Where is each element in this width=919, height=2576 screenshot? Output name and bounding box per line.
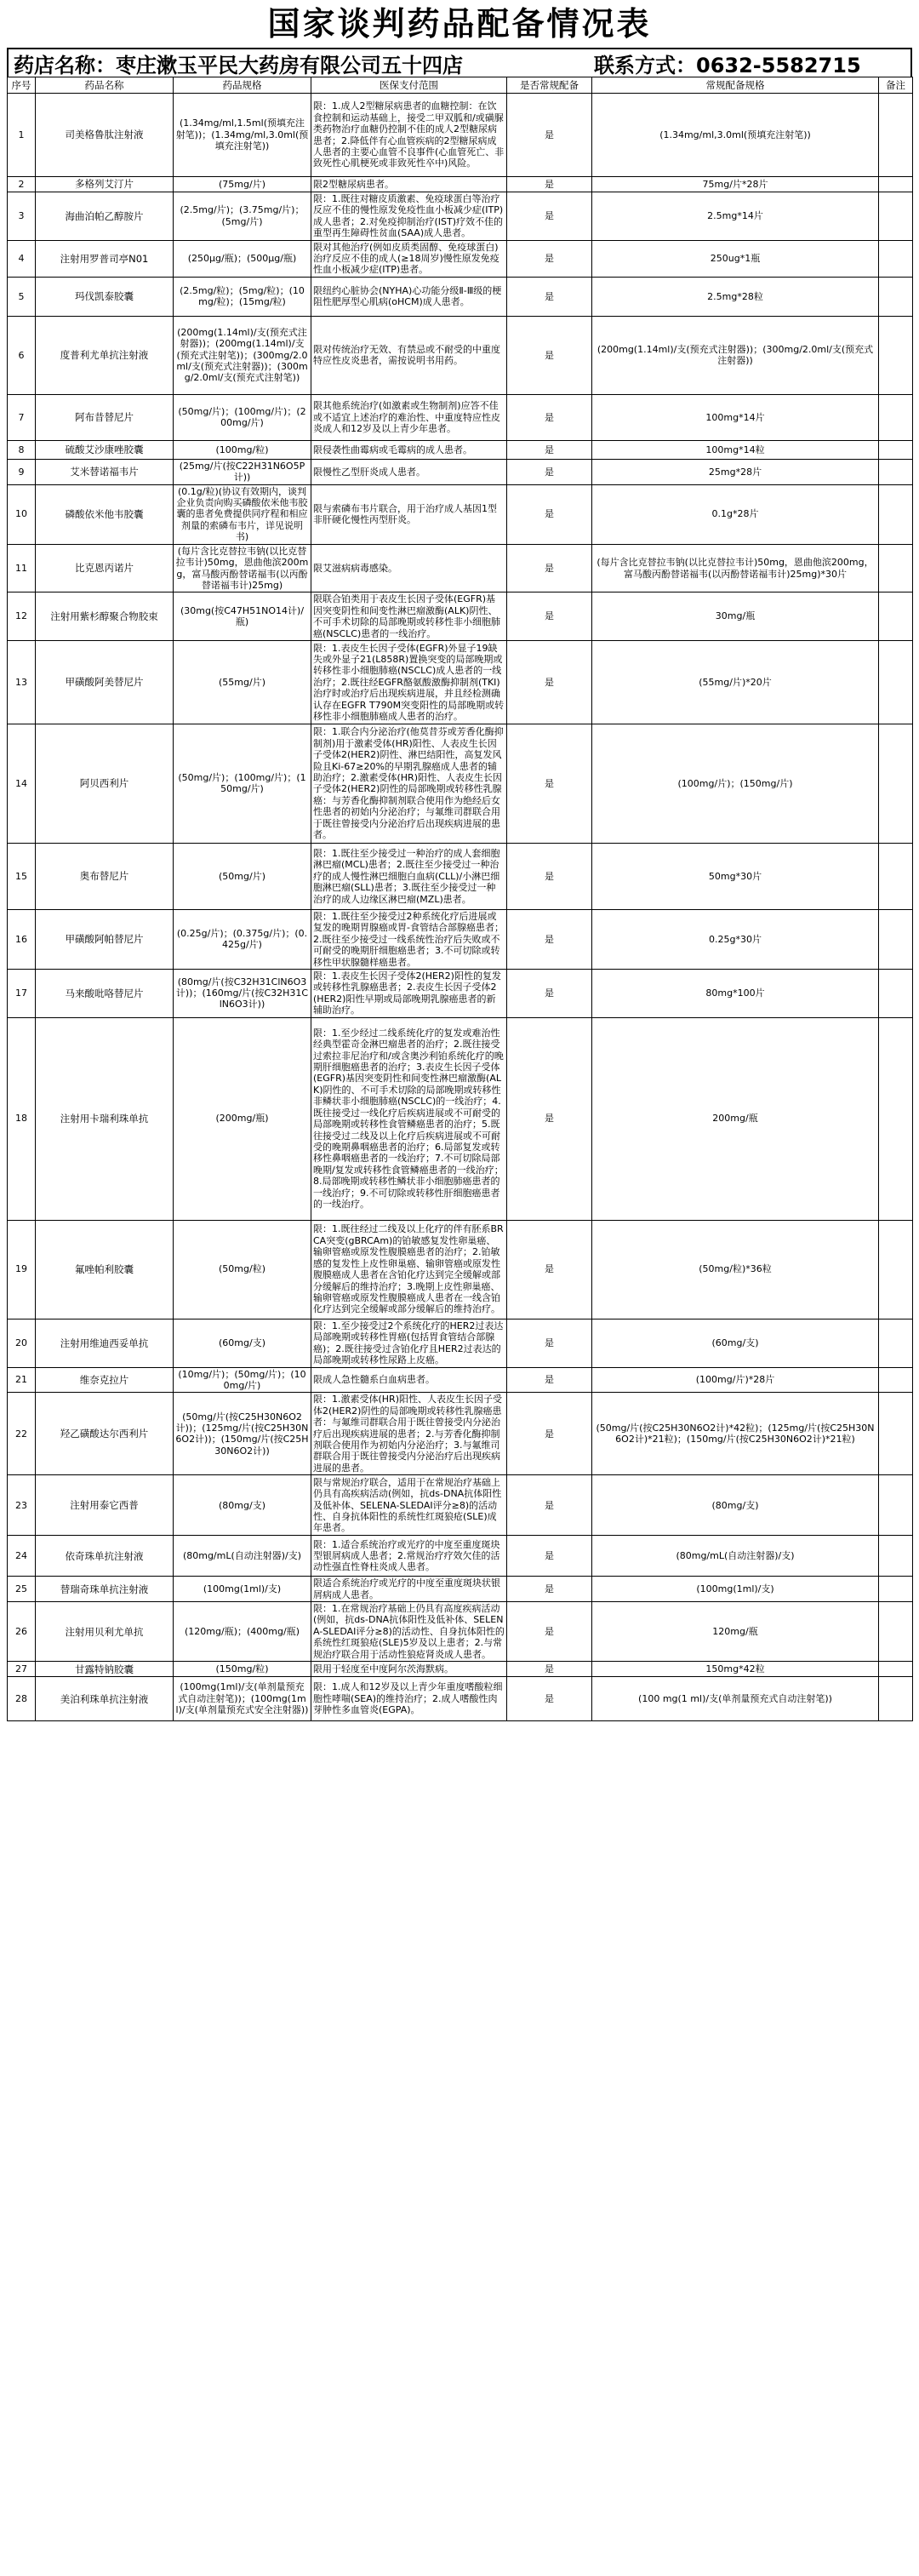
- cell-note: [879, 1662, 913, 1677]
- cell-equipped: 是: [507, 177, 592, 192]
- cell-note: [879, 240, 913, 277]
- cell-note: [879, 1393, 913, 1475]
- cell-equip-spec: 30mg/瓶: [592, 592, 879, 641]
- table-row: [8, 316, 913, 394]
- cell-drug-name: 磷酸依米他韦胶囊: [36, 484, 174, 544]
- cell-drug-spec: (100mg(1ml)/支(单剂量预充式自动注射笔))；(100mg(1ml)/支(单剂量预充式安全注射器)): [174, 1677, 311, 1721]
- cell-note: [879, 394, 913, 440]
- cell-no: 8: [8, 440, 36, 459]
- cell-equipped: 是: [507, 1220, 592, 1319]
- header-equip-spec: 常规配备规格: [592, 77, 879, 94]
- cell-insurance-scope: 限侵袭性曲霉病或毛霉病的成人患者。: [311, 440, 507, 459]
- header-insurance-scope: 医保支付范围: [311, 77, 507, 94]
- cell-no: 16: [8, 909, 36, 969]
- cell-note: [879, 1220, 913, 1319]
- cell-drug-name: 依奇珠单抗注射液: [36, 1536, 174, 1577]
- table-row: [8, 484, 913, 544]
- cell-note: [879, 544, 913, 592]
- cell-drug-name: 马来酸吡咯替尼片: [36, 969, 174, 1017]
- cell-drug-spec: (30mg(按C47H51NO14计)/瓶): [174, 592, 311, 641]
- cell-note: [879, 459, 913, 484]
- cell-drug-spec: (1.34mg/ml,1.5ml(预填充注射笔))；(1.34mg/ml,3.0ml(预填充注射笔)): [174, 94, 311, 177]
- cell-insurance-scope: 限成人急性髓系白血病患者。: [311, 1367, 507, 1393]
- table-row: [8, 969, 913, 1017]
- cell-note: [879, 1602, 913, 1662]
- cell-equip-spec: 0.25g*30片: [592, 909, 879, 969]
- table-row: [8, 843, 913, 909]
- cell-equipped: 是: [507, 909, 592, 969]
- cell-drug-spec: (250μg/瓶)；(500μg/瓶): [174, 240, 311, 277]
- cell-insurance-scope: 限与常规治疗联合，适用于在常规治疗基础上仍具有高疾病活动(例如，抗ds-DNA抗体阳性及低补体、SELENA-SLEDAI评分≥8)的活动性、自身抗体阳性的系统性红斑狼疮(SLE)成年患者。: [311, 1475, 507, 1536]
- cell-insurance-scope: 限：1.既往至少接受过一种治疗的成人套细胞淋巴瘤(MCL)患者；2.既往至少接受过一种治疗的成人慢性淋巴细胞白血病(CLL)/小淋巴细胞淋巴瘤(SLL)患者；3.既往至少接受过一种治疗的成人边缘区淋巴瘤(MZL)患者。: [311, 843, 507, 909]
- cell-note: [879, 192, 913, 241]
- cell-drug-spec: (2.5mg/粒)；(5mg/粒)；(10mg/粒)；(15mg/粒): [174, 277, 311, 316]
- header-note: 备注: [879, 77, 913, 94]
- cell-equip-spec: (55mg/片)*20片: [592, 640, 879, 724]
- cell-note: [879, 316, 913, 394]
- store-label: 药店名称：: [14, 53, 116, 77]
- cell-equipped: 是: [507, 1602, 592, 1662]
- cell-equipped: 是: [507, 843, 592, 909]
- cell-no: 28: [8, 1677, 36, 1721]
- cell-equipped: 是: [507, 240, 592, 277]
- cell-insurance-scope: 限：1.至少经过二线系统化疗的复发或难治性经典型霍奇金淋巴瘤患者的治疗；2.既往接受过索拉非尼治疗和/或含奥沙利铂系统化疗的晚期肝细胞癌患者的治疗；3.表皮生长因子受体(EGFR)基因突变阴性和间变性淋巴瘤激酶(ALK)阴性的、不可手术切除的局部晚期或转移性非鳞状非小细胞肺癌(NSCLC)的一线治疗；4.既往接受过一线化疗后疾病进展或不可耐受的局部晚期或转移性食管鳞癌患者的治疗；5.既往接受过二线及以上化疗后疾病进展或不可耐受的晚期鼻咽癌患者的治疗；6.局部复发或转移性鼻咽癌患者的一线治疗；7.不可切除局部晚期/复发或转移性食管鳞癌患者的一线治疗；8.局部晚期或转移性鳞状非小细胞肺癌患者的一线治疗；9.不可切除或转移性肝细胞癌患者的一线治疗。: [311, 1017, 507, 1220]
- table-row: [8, 240, 913, 277]
- table-row: [8, 1536, 913, 1577]
- cell-insurance-scope: 限其他系统治疗(如激素或生物制剂)应答不佳或不适宜上述治疗的难治性、中重度特应性皮炎成人和12岁及以上青少年患者。: [311, 394, 507, 440]
- cell-equipped: 是: [507, 1475, 592, 1536]
- cell-equipped: 是: [507, 544, 592, 592]
- table-row: [8, 592, 913, 641]
- cell-insurance-scope: 限：1.联合内分泌治疗(他莫昔芬或芳香化酶抑制剂)用于激素受体(HR)阳性、人表皮生长因子受体2(HER2)阴性、淋巴结阳性，高复发风险且Ki-67≥20%的早期乳腺癌成人患者的辅助治疗；2.激素受体(HR)阳性、人表皮生长因子受体2(HER2)阴性的局部晚期或转移性乳腺癌：与芳香化酶抑制剂联合使用作为绝经后女性患者的初始内分泌治疗；与氟维司群联合用于既往曾接受内分泌治疗后出现疾病进展的患者。: [311, 724, 507, 843]
- cell-no: 11: [8, 544, 36, 592]
- cell-equip-spec: 50mg*30片: [592, 843, 879, 909]
- cell-no: 21: [8, 1367, 36, 1393]
- cell-note: [879, 1017, 913, 1220]
- cell-note: [879, 1475, 913, 1536]
- cell-insurance-scope: 限与索磷布韦片联合，用于治疗成人基因1型非肝硬化慢性丙型肝炎。: [311, 484, 507, 544]
- cell-drug-name: 美泊利珠单抗注射液: [36, 1677, 174, 1721]
- cell-drug-spec: (80mg/片(按C32H31ClN6O3计))；(160mg/片(按C32H31ClN6O3计)): [174, 969, 311, 1017]
- cell-drug-name: 注射用罗普司亭N01: [36, 240, 174, 277]
- cell-drug-spec: (0.25g/片)；(0.375g/片)；(0.425g/片): [174, 909, 311, 969]
- cell-equip-spec: 100mg*14粒: [592, 440, 879, 459]
- cell-insurance-scope: 限：1.表皮生长因子受体(EGFR)外显子19缺失或外显子21(L858R)置换突变的局部晚期或转移性非小细胞肺癌(NSCLC)成人患者的一线治疗；2.既往经EGFR酪氨酸激酶抑制剂(TKI)治疗时或治疗后出现疾病进展，并且经检测确认存在EGFR T790M突变阳性的局部晚期或转移性非小细胞肺癌成人患者的治疗。: [311, 640, 507, 724]
- table-row: [8, 440, 913, 459]
- cell-equipped: 是: [507, 969, 592, 1017]
- cell-drug-spec: (55mg/片): [174, 640, 311, 724]
- cell-equip-spec: (80mg/支): [592, 1475, 879, 1536]
- cell-drug-spec: (150mg/粒): [174, 1662, 311, 1677]
- cell-note: [879, 1577, 913, 1602]
- cell-equip-spec: (80mg/mL(自动注射器)/支): [592, 1536, 879, 1577]
- cell-equip-spec: (50mg/粒)*36粒: [592, 1220, 879, 1319]
- cell-equip-spec: 120mg/瓶: [592, 1602, 879, 1662]
- cell-equip-spec: 80mg*100片: [592, 969, 879, 1017]
- cell-insurance-scope: 限：1.至少接受过2个系统化疗的HER2过表达局部晚期或转移性胃癌(包括胃食管结合部腺癌)；2.既往接受过含铂化疗且HER2过表达的局部晚期或转移性尿路上皮癌。: [311, 1319, 507, 1367]
- store-info: [9, 49, 594, 78]
- cell-no: 26: [8, 1602, 36, 1662]
- table-row: [8, 1017, 913, 1220]
- cell-insurance-scope: 限：1.适合系统治疗或光疗的中度至重度斑块型银屑病成人患者；2.常规治疗疗效欠佳的活动性强直性脊柱炎成人患者。: [311, 1536, 507, 1577]
- table-row: [8, 1475, 913, 1536]
- cell-note: [879, 969, 913, 1017]
- cell-equip-spec: 100mg*14片: [592, 394, 879, 440]
- cell-note: [879, 1319, 913, 1367]
- cell-no: 25: [8, 1577, 36, 1602]
- cell-no: 5: [8, 277, 36, 316]
- cell-drug-name: 硫酸艾沙康唑胶囊: [36, 440, 174, 459]
- cell-equip-spec: (每片含比克替拉韦钠(以比克替拉韦计)50mg，恩曲他滨200mg，富马酸丙酚替诺福韦(以丙酚替诺福韦计)25mg)*30片: [592, 544, 879, 592]
- cell-insurance-scope: 限：1.激素受体(HR)阳性、人表皮生长因子受体2(HER2)阴性的局部晚期或转移性乳腺癌患者：与氟维司群联合用于既往曾接受内分泌治疗后出现疾病进展的患者；2.与芳香化酶抑制剂联合使用作为初始内分泌治疗；3.与氟维司群联合用于既往曾接受内分泌治疗后出现疾病进展的患者。: [311, 1393, 507, 1475]
- cell-drug-name: 奥布替尼片: [36, 843, 174, 909]
- table-row: [8, 909, 913, 969]
- cell-no: 3: [8, 192, 36, 241]
- cell-equipped: 是: [507, 1393, 592, 1475]
- cell-drug-name: 羟乙磺酸达尔西利片: [36, 1393, 174, 1475]
- cell-drug-spec: (120mg/瓶)；(400mg/瓶): [174, 1602, 311, 1662]
- cell-drug-name: 阿布昔替尼片: [36, 394, 174, 440]
- cell-insurance-scope: 限对其他治疗(例如皮质类固醇、免疫球蛋白)治疗反应不佳的成人(≥18周岁)慢性原发免疫性血小板减少症(ITP)患者。: [311, 240, 507, 277]
- cell-drug-spec: (200mg(1.14ml)/支(预充式注射器))；(200mg(1.14ml)/支(预充式注射笔))；(300mg/2.0ml/支(预充式注射器))；(300mg/2.0ml/支(预充式注射笔)): [174, 316, 311, 394]
- table-row: [8, 1662, 913, 1677]
- cell-note: [879, 843, 913, 909]
- cell-note: [879, 640, 913, 724]
- cell-note: [879, 440, 913, 459]
- cell-no: 12: [8, 592, 36, 641]
- header-drug-spec: 药品规格: [174, 77, 311, 94]
- table-row: [8, 277, 913, 316]
- cell-equipped: 是: [507, 724, 592, 843]
- table-row: [8, 724, 913, 843]
- cell-drug-spec: (80mg/mL(自动注射器)/支): [174, 1536, 311, 1577]
- cell-drug-spec: (50mg/片(按C25H30N6O2计))；(125mg/片(按C25H30N6O2计))；(150mg/片(按C25H30N6O2计)): [174, 1393, 311, 1475]
- cell-drug-spec: (100mg(1ml)/支): [174, 1577, 311, 1602]
- cell-drug-name: 甲磺酸阿美替尼片: [36, 640, 174, 724]
- cell-drug-spec: (100mg/粒): [174, 440, 311, 459]
- cell-note: [879, 909, 913, 969]
- cell-drug-name: 替瑞奇珠单抗注射液: [36, 1577, 174, 1602]
- cell-insurance-scope: 限适合系统治疗或光疗的中度至重度斑块状银屑病成人患者。: [311, 1577, 507, 1602]
- cell-no: 20: [8, 1319, 36, 1367]
- cell-drug-spec: (0.1g/粒)(协议有效期内，谈判企业负责向购买磷酸依米他韦胶囊的患者免费提供同疗程和相应剂量的索磷布韦片，详见说明书): [174, 484, 311, 544]
- cell-no: 13: [8, 640, 36, 724]
- cell-insurance-scope: 限用于轻度至中度阿尔茨海默病。: [311, 1662, 507, 1677]
- cell-insurance-scope: 限：1.在常规治疗基础上仍具有高度疾病活动(例如，抗ds-DNA抗体阳性及低补体、SELENA-SLEDAI评分≥8)的活动性、自身抗体阳性的系统性红斑狼疮(SLE)5岁及以上患者；2.与常规治疗联合用于活动性狼疮肾炎成人患者。: [311, 1602, 507, 1662]
- cell-equip-spec: 2.5mg*14片: [592, 192, 879, 241]
- table-row: [8, 177, 913, 192]
- cell-drug-name: 阿贝西利片: [36, 724, 174, 843]
- cell-note: [879, 277, 913, 316]
- cell-no: 1: [8, 94, 36, 177]
- cell-equipped: 是: [507, 1017, 592, 1220]
- page-title: 国家谈判药品配备情况表: [267, 5, 652, 43]
- cell-equipped: 是: [507, 484, 592, 544]
- cell-no: 2: [8, 177, 36, 192]
- cell-equipped: 是: [507, 1577, 592, 1602]
- cell-equip-spec: (100mg/片)；(150mg/片): [592, 724, 879, 843]
- table-row: [8, 1367, 913, 1393]
- cell-no: 27: [8, 1662, 36, 1677]
- cell-equip-spec: 150mg*42粒: [592, 1662, 879, 1677]
- cell-drug-name: 注射用泰它西普: [36, 1475, 174, 1536]
- store-name: 枣庄漱玉平民大药房有限公司五十四店: [116, 53, 463, 77]
- cell-drug-name: 注射用维迪西妥单抗: [36, 1319, 174, 1367]
- cell-insurance-scope: 限艾滋病病毒感染。: [311, 544, 507, 592]
- cell-equip-spec: 200mg/瓶: [592, 1017, 879, 1220]
- cell-drug-spec: (50mg/片)；(100mg/片)；(150mg/片): [174, 724, 311, 843]
- cell-equip-spec: (50mg/片(按C25H30N6O2计)*42粒)；(125mg/片(按C25H30N6O2计)*21粒)；(150mg/片(按C25H30N6O2计)*21粒): [592, 1393, 879, 1475]
- table-row: [8, 459, 913, 484]
- table-row: [8, 192, 913, 241]
- header-drug-name: 药品名称: [36, 77, 174, 94]
- cell-insurance-scope: 限对传统治疗无效、有禁忌或不耐受的中重度特应性皮炎患者，需按说明书用药。: [311, 316, 507, 394]
- cell-equip-spec: (1.34mg/ml,3.0ml(预填充注射笔)): [592, 94, 879, 177]
- cell-drug-name: 维奈克拉片: [36, 1367, 174, 1393]
- cell-equip-spec: 0.1g*28片: [592, 484, 879, 544]
- cell-drug-name: 多格列艾汀片: [36, 177, 174, 192]
- store-info-bar: [7, 48, 912, 77]
- cell-no: 14: [8, 724, 36, 843]
- contact-phone: 0632-5582715: [696, 53, 861, 77]
- cell-insurance-scope: 限：1.既往对糖皮质激素、免疫球蛋白等治疗反应不佳的慢性原发免疫性血小板减少症(ITP)成人患者；2.对免疫抑制治疗(IST)疗效不佳的重型再生障碍性贫血(SAA)成人患者。: [311, 192, 507, 241]
- cell-equip-spec: (60mg/支): [592, 1319, 879, 1367]
- cell-drug-spec: (75mg/片): [174, 177, 311, 192]
- cell-drug-spec: (80mg/支): [174, 1475, 311, 1536]
- cell-equip-spec: 25mg*28片: [592, 459, 879, 484]
- cell-no: 24: [8, 1536, 36, 1577]
- cell-no: 10: [8, 484, 36, 544]
- cell-equip-spec: 75mg/片*28片: [592, 177, 879, 192]
- table-row: [8, 1602, 913, 1662]
- cell-drug-name: 甲磺酸阿帕替尼片: [36, 909, 174, 969]
- header-no: 序号: [8, 77, 36, 94]
- cell-insurance-scope: 限2型糖尿病患者。: [311, 177, 507, 192]
- cell-drug-name: 注射用紫杉醇聚合物胶束: [36, 592, 174, 641]
- cell-equipped: 是: [507, 459, 592, 484]
- table-row: [8, 1393, 913, 1475]
- cell-drug-spec: (200mg/瓶): [174, 1017, 311, 1220]
- cell-equipped: 是: [507, 1536, 592, 1577]
- cell-equipped: 是: [507, 592, 592, 641]
- cell-drug-spec: (60mg/支): [174, 1319, 311, 1367]
- cell-equip-spec: (100mg/片)*28片: [592, 1367, 879, 1393]
- cell-no: 23: [8, 1475, 36, 1536]
- cell-insurance-scope: 限慢性乙型肝炎成人患者。: [311, 459, 507, 484]
- cell-no: 7: [8, 394, 36, 440]
- table-row: [8, 544, 913, 592]
- cell-equipped: 是: [507, 277, 592, 316]
- header-equipped: 是否常规配备: [507, 77, 592, 94]
- cell-drug-spec: (每片含比克替拉韦钠(以比克替拉韦计)50mg，恩曲他滨200mg，富马酸丙酚替诺福韦(以丙酚替诺福韦计)25mg): [174, 544, 311, 592]
- cell-equip-spec: 2.5mg*28粒: [592, 277, 879, 316]
- cell-equipped: 是: [507, 1319, 592, 1367]
- cell-drug-name: 海曲泊帕乙醇胺片: [36, 192, 174, 241]
- table-row: [8, 394, 913, 440]
- cell-no: 22: [8, 1393, 36, 1475]
- cell-no: 15: [8, 843, 36, 909]
- cell-equipped: 是: [507, 1662, 592, 1677]
- cell-no: 9: [8, 459, 36, 484]
- cell-equip-spec: (100mg(1ml)/支): [592, 1577, 879, 1602]
- cell-insurance-scope: 限：1.既往至少接受过2种系统化疗后进展或复发的晚期胃腺癌或胃-食管结合部腺癌患者；2.既往至少接受过一线系统性治疗后失败或不可耐受的晚期肝细胞癌患者；3.不可切除或转移性甲状腺髓样癌患者。: [311, 909, 507, 969]
- cell-note: [879, 94, 913, 177]
- cell-equipped: 是: [507, 394, 592, 440]
- cell-no: 19: [8, 1220, 36, 1319]
- table-header-row: [8, 77, 913, 94]
- table-row: [8, 1677, 913, 1721]
- cell-equipped: 是: [507, 1367, 592, 1393]
- cell-drug-name: 注射用贝利尤单抗: [36, 1602, 174, 1662]
- cell-equip-spec: 250ug*1瓶: [592, 240, 879, 277]
- contact-info: [594, 49, 910, 78]
- cell-note: [879, 177, 913, 192]
- cell-equip-spec: (200mg(1.14ml)/支(预充式注射器))；(300mg/2.0ml/支(预充式注射器)): [592, 316, 879, 394]
- cell-drug-spec: (10mg/片)；(50mg/片)；(100mg/片): [174, 1367, 311, 1393]
- cell-drug-name: 氟唑帕利胶囊: [36, 1220, 174, 1319]
- cell-drug-name: 度普利尤单抗注射液: [36, 316, 174, 394]
- cell-note: [879, 484, 913, 544]
- cell-no: 17: [8, 969, 36, 1017]
- cell-insurance-scope: 限：1.成人2型糖尿病患者的血糖控制：在饮食控制和运动基础上，接受二甲双胍和/或磺脲类药物治疗血糖仍控制不佳的成人2型糖尿病患者；2.降低伴有心血管疾病的2型糖尿病成人患者的主要心血管不良事件(心血管死亡、非致死性心肌梗死或非致死性卒中)风险。: [311, 94, 507, 177]
- cell-equip-spec: (100 mg(1 ml)/支(单剂量预充式自动注射笔)): [592, 1677, 879, 1721]
- table-row: [8, 1319, 913, 1367]
- cell-equipped: 是: [507, 440, 592, 459]
- cell-note: [879, 592, 913, 641]
- cell-drug-name: 甘露特钠胶囊: [36, 1662, 174, 1677]
- cell-no: 6: [8, 316, 36, 394]
- cell-note: [879, 1677, 913, 1721]
- cell-no: 4: [8, 240, 36, 277]
- cell-insurance-scope: 限纽约心脏协会(NYHA)心功能分级Ⅱ-Ⅲ级的梗阻性肥厚型心肌病(oHCM)成人患者。: [311, 277, 507, 316]
- table-row: [8, 640, 913, 724]
- cell-drug-name: 玛伐凯泰胶囊: [36, 277, 174, 316]
- cell-insurance-scope: 限：1.成人和12岁及以上青少年重度嗜酸粒细胞性哮喘(SEA)的维持治疗；2.成人嗜酸性肉芽肿性多血管炎(EGPA)。: [311, 1677, 507, 1721]
- cell-equipped: 是: [507, 1677, 592, 1721]
- drug-table: [7, 77, 913, 1721]
- cell-equipped: 是: [507, 192, 592, 241]
- cell-note: [879, 1367, 913, 1393]
- cell-equipped: 是: [507, 316, 592, 394]
- cell-drug-spec: (2.5mg/片)；(3.75mg/片)；(5mg/片): [174, 192, 311, 241]
- cell-note: [879, 1536, 913, 1577]
- cell-drug-spec: (50mg/片): [174, 843, 311, 909]
- cell-insurance-scope: 限联合铂类用于表皮生长因子受体(EGFR)基因突变阴性和间变性淋巴瘤激酶(ALK)阴性、不可手术切除的局部晚期或转移性非小细胞肺癌(NSCLC)患者的一线治疗。: [311, 592, 507, 641]
- cell-drug-name: 艾米替诺福韦片: [36, 459, 174, 484]
- cell-drug-spec: (25mg/片(按C22H31N6O5P计)): [174, 459, 311, 484]
- cell-note: [879, 724, 913, 843]
- cell-drug-name: 注射用卡瑞利珠单抗: [36, 1017, 174, 1220]
- table-row: [8, 1220, 913, 1319]
- cell-drug-name: 比克恩丙诺片: [36, 544, 174, 592]
- cell-equipped: 是: [507, 94, 592, 177]
- cell-insurance-scope: 限：1.既往经过二线及以上化疗的伴有胚系BRCA突变(gBRCAm)的铂敏感复发性卵巢癌、输卵管癌或原发性腹膜癌患者的治疗；2.铂敏感的复发性上皮性卵巢癌、输卵管癌或原发性腹膜癌成人患者在含铂化疗达到完全缓解或部分缓解后的维持治疗；3.晚期上皮性卵巢癌、输卵管癌或原发性腹膜癌成人患者在一线含铂化疗达到完全缓解或部分缓解后的维持治疗。: [311, 1220, 507, 1319]
- table-row: [8, 1577, 913, 1602]
- table-row: [8, 94, 913, 177]
- cell-insurance-scope: 限：1.表皮生长因子受体2(HER2)阳性的复发或转移性乳腺癌患者；2.表皮生长因子受体2(HER2)阳性早期或局部晚期乳腺癌患者的新辅助治疗。: [311, 969, 507, 1017]
- cell-no: 18: [8, 1017, 36, 1220]
- cell-drug-name: 司美格鲁肽注射液: [36, 94, 174, 177]
- cell-equipped: 是: [507, 640, 592, 724]
- cell-drug-spec: (50mg/粒): [174, 1220, 311, 1319]
- cell-drug-spec: (50mg/片)；(100mg/片)；(200mg/片): [174, 394, 311, 440]
- contact-label: 联系方式：: [594, 53, 696, 77]
